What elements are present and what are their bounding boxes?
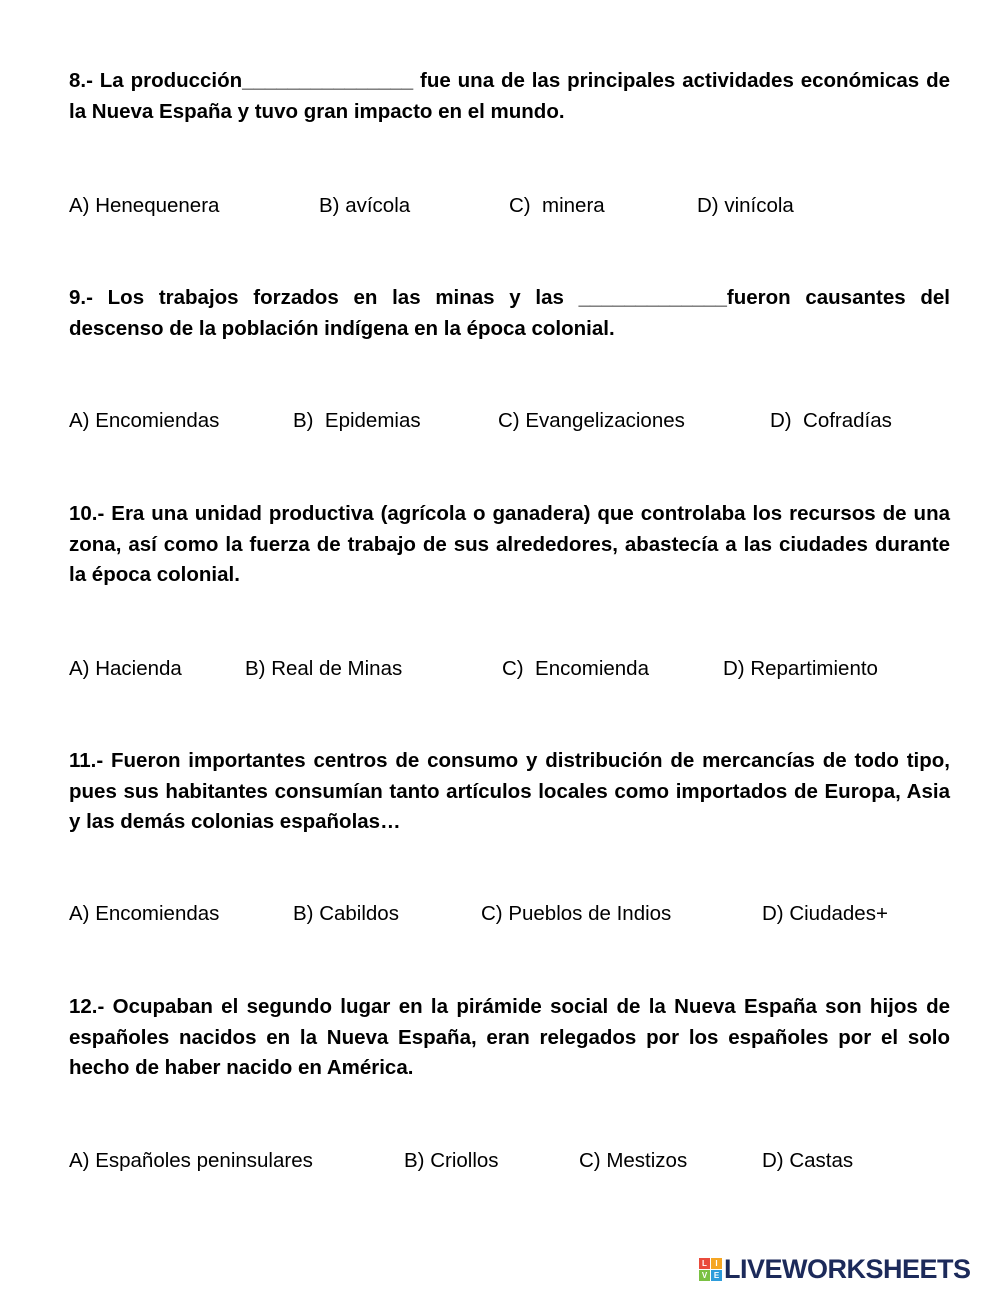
logo-letter-v: V: [699, 1270, 710, 1281]
question-10-stem: 10.- Era una unidad productiva (agrícola o ganadera) que controlaba los recursos de una zona, así como la fuerza de trabajo de sus alrededores, abastecía a las ciudades durante la época colonial.: [69, 502, 950, 586]
question-9-option-d[interactable]: D) Cofradías: [770, 409, 892, 432]
question-8-option-d[interactable]: D) vinícola: [697, 194, 794, 217]
logo-letter-i: I: [711, 1258, 722, 1269]
question-8-option-b[interactable]: B) avícola: [319, 194, 411, 217]
question-12-options: [0, 1148, 1000, 1174]
question-8-options: [0, 193, 1000, 219]
question-9-stem: 9.- Los trabajos forzados en las minas y las _____________fueron causantes del descenso de la población indígena en la época colonial.: [69, 286, 950, 340]
question-8-option-c[interactable]: C) minera: [509, 194, 605, 217]
question-11-option-c[interactable]: C) Pueblos de Indios: [481, 902, 672, 925]
question-11-option-d[interactable]: D) Ciudades+: [762, 902, 888, 925]
question-10-option-a[interactable]: A) Hacienda: [69, 657, 182, 680]
question-10-option-d[interactable]: D) Repartimiento: [723, 657, 878, 680]
question-12-option-b[interactable]: B) Criollos: [404, 1149, 499, 1172]
logo-letter-l: L: [699, 1258, 710, 1269]
question-11-option-b[interactable]: B) Cabildos: [293, 902, 399, 925]
logo-letter-e: E: [711, 1270, 722, 1281]
question-9-option-a[interactable]: A) Encomiendas: [69, 409, 220, 432]
question-10-option-b[interactable]: B) Real de Minas: [245, 657, 403, 680]
question-12-option-a[interactable]: A) Españoles peninsulares: [69, 1149, 313, 1172]
question-10-option-c[interactable]: C) Encomienda: [502, 657, 649, 680]
question-8-stem: 8.- La producción_______________ fue una de las principales actividades económicas de la Nueva España y tuvo gran impacto en el mundo.: [69, 69, 950, 123]
question-11-stem: 11.- Fueron importantes centros de consumo y distribución de mercancías de todo tipo, pues sus habitantes consumían tanto artículos locales como importados de Europa, Asia y las demás colonias españolas…: [69, 749, 950, 833]
logo-mark-icon: [699, 1258, 722, 1281]
question-9-option-b[interactable]: B) Epidemias: [293, 409, 421, 432]
question-12-option-d[interactable]: D) Castas: [762, 1149, 854, 1172]
question-9-option-c[interactable]: C) Evangelizaciones: [498, 409, 685, 432]
question-12-stem: 12.- Ocupaban el segundo lugar en la pirámide social de la Nueva España son hijos de españoles nacidos en la Nueva España, eran relegados por los españoles por el solo hecho de haber nacido en América.: [69, 995, 950, 1079]
question-10-options: [0, 656, 1000, 682]
question-11-option-a[interactable]: A) Encomiendas: [69, 902, 220, 925]
brand-name: LIVEWORKSHEETS: [724, 1254, 971, 1284]
question-9-options: [0, 408, 1000, 434]
question-11-options: [0, 901, 1000, 927]
liveworksheets-logo: [699, 1254, 971, 1284]
question-12-option-c[interactable]: C) Mestizos: [579, 1149, 688, 1172]
question-8-option-a[interactable]: A) Henequenera: [69, 194, 220, 217]
